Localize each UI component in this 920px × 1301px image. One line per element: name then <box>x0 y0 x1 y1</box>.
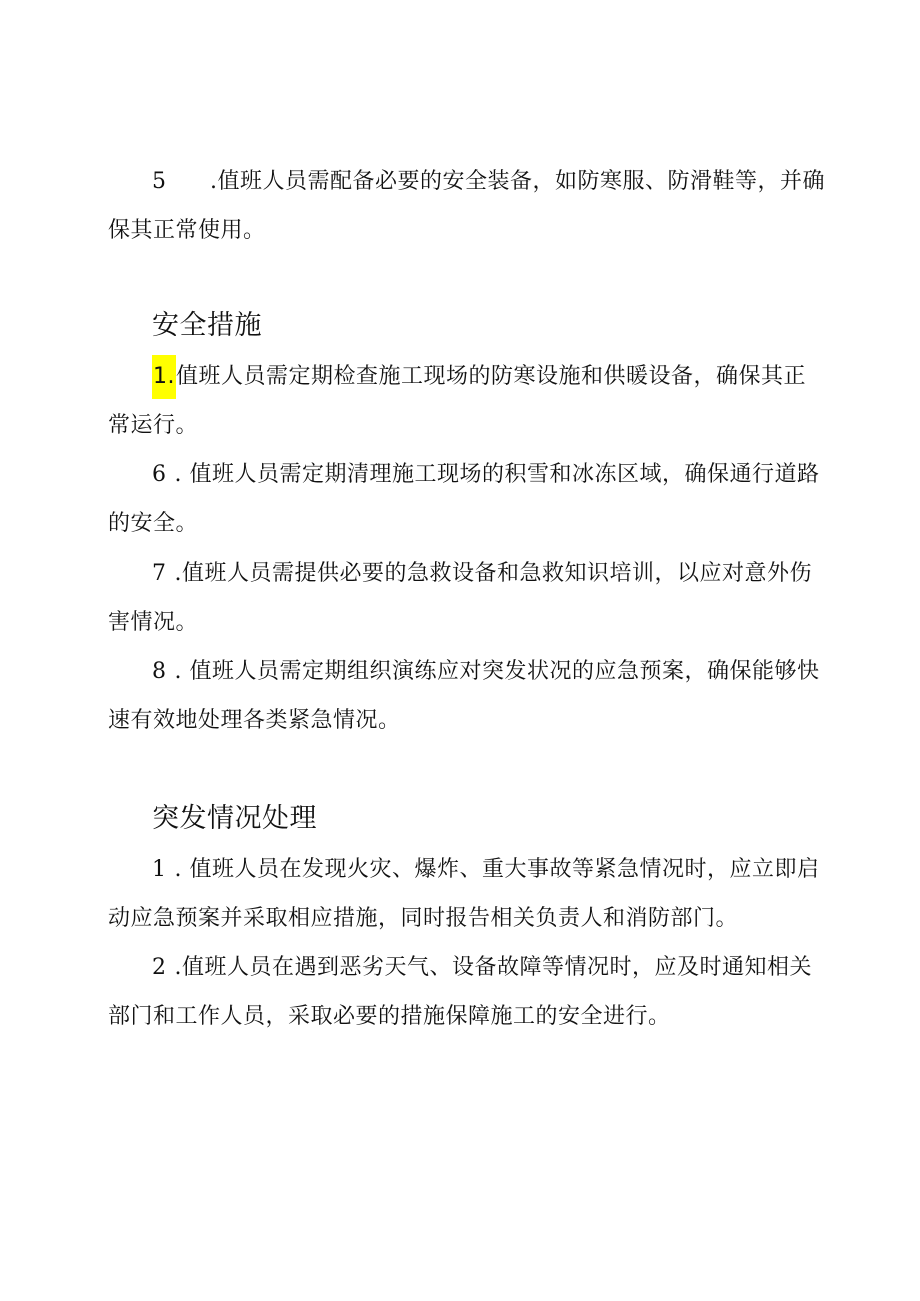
item-text: 值班人员需定期检查施工现场的防寒设施和供暖设备，确保其正常运行。 <box>108 364 807 438</box>
item-number: 1 <box>152 857 167 882</box>
paragraph-safety-8 <box>108 647 828 745</box>
paragraph-emergency-1 <box>108 845 828 943</box>
item-text: . 值班人员在发现火灾、爆炸、重大事故等紧急情况时，应立即启动应急预案并采取相应措施，同时报告相关负责人和消防部门。 <box>108 857 820 931</box>
section-heading-safety: 安全措施 <box>152 310 262 341</box>
paragraph-safety-6 <box>108 450 828 548</box>
item-text: .值班人员需配备必要的安全装备，如防寒服、防滑鞋等，并确保其正常使用。 <box>108 169 825 243</box>
item-number: 6 <box>152 462 167 487</box>
paragraph-safety-7 <box>108 549 828 647</box>
section-heading-emergency: 突发情况处理 <box>152 803 317 834</box>
item-number: 8 <box>152 659 167 684</box>
paragraph-safety-1 <box>108 352 828 450</box>
paragraph-item-5 <box>108 157 828 255</box>
item-number: 2 <box>152 955 167 980</box>
item-text: . 值班人员需定期清理施工现场的积雪和冰冻区域，确保通行道路的安全。 <box>108 462 820 536</box>
highlighted-item-number: 1. <box>152 355 176 399</box>
item-number: 7 <box>152 561 167 586</box>
item-text: .值班人员在遇到恶劣天气、设备故障等情况时，应及时通知相关部门和工作人员，采取必要的措施保障施工的安全进行。 <box>108 955 812 1029</box>
item-number: 5 <box>152 169 167 194</box>
item-text: . 值班人员需定期组织演练应对突发状况的应急预案，确保能够快速有效地处理各类紧急情况。 <box>108 659 820 733</box>
paragraph-emergency-2 <box>108 943 828 1041</box>
item-text: .值班人员需提供必要的急救设备和急救知识培训，以应对意外伤害情况。 <box>108 561 812 635</box>
